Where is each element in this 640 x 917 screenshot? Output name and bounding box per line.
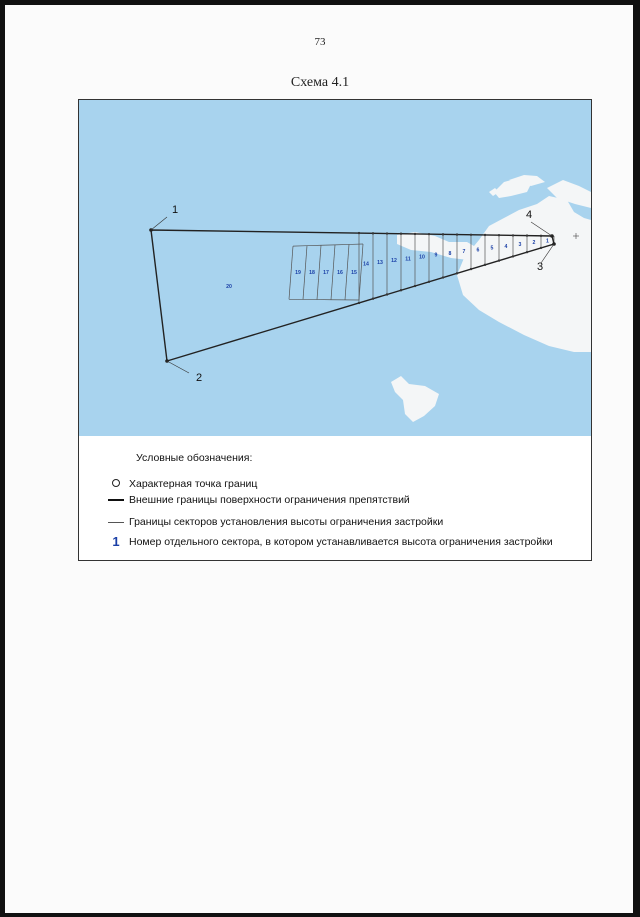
sector-point: [442, 276, 444, 278]
sector-point: [442, 233, 444, 235]
sector-point: [540, 235, 542, 237]
map-panel: [78, 99, 592, 438]
point-label: 1: [172, 204, 179, 216]
sector-point: [540, 247, 542, 249]
sector-point: [428, 233, 430, 235]
legend-item-sector-boundary: [107, 516, 443, 528]
legend-item-outer-boundary: [107, 494, 410, 506]
legend-item-sector-number: [107, 534, 553, 549]
sector-point: [358, 232, 360, 234]
legend-item-text: Номер отдельного сектора, в котором устанавливается высота ограничения застройки: [129, 535, 553, 548]
thin-line-icon: [107, 516, 125, 528]
sector-label: 19: [295, 270, 301, 276]
sector-label: 2: [532, 240, 536, 247]
sector-point: [414, 233, 416, 235]
sector-label: 17: [323, 270, 329, 276]
legend-item-point: [107, 478, 257, 490]
sector-point: [512, 234, 514, 236]
legend-item-text: Границы секторов установления высоты ограничения застройки: [129, 516, 444, 528]
sector-point: [526, 251, 528, 253]
sector-point: [358, 302, 360, 304]
sector-point: [498, 259, 500, 261]
sector-number-symbol: 1: [112, 534, 120, 549]
sector-point: [498, 234, 500, 236]
sector-point: [470, 234, 472, 236]
sector-point: [386, 293, 388, 295]
point-label: 3: [537, 261, 544, 273]
sector-point: [484, 264, 486, 266]
sector-label: 16: [337, 270, 343, 276]
sector-point: [484, 234, 486, 236]
sector-point: [386, 232, 388, 234]
sector-label: 6: [476, 247, 480, 254]
sector-label: 3: [518, 241, 522, 248]
legend-title: Условные обозначения:: [136, 452, 253, 464]
sector-label: 11: [405, 256, 411, 263]
sector-label: 9: [434, 252, 438, 259]
sector-label: 14: [363, 261, 369, 268]
sector-point: [414, 285, 416, 287]
legend-panel: [78, 436, 592, 561]
sector-point: [456, 272, 458, 274]
legend-item-text: Характерная точка границ: [129, 478, 258, 490]
sector-point: [400, 289, 402, 291]
sector-label: 18: [309, 270, 315, 276]
sector-label: 8: [448, 250, 452, 257]
circle-icon: [107, 478, 125, 490]
point-label: 4: [526, 209, 533, 221]
sector-point: [512, 255, 514, 257]
sector-point: [372, 232, 374, 234]
sector-label: 7: [462, 249, 466, 256]
page-number: 73: [314, 36, 326, 48]
map-canvas: [79, 100, 591, 437]
sector-label: 1: [546, 238, 549, 245]
scheme-title: Схема 4.1: [290, 75, 350, 90]
sector-label: 15: [351, 270, 357, 276]
sector-point: [428, 281, 430, 283]
sector-label: 13: [377, 259, 383, 266]
sector-point: [372, 298, 374, 300]
thick-line-icon: [107, 494, 125, 506]
sector-point: [456, 233, 458, 235]
sector-label: 10: [419, 254, 425, 261]
legend-item-text: Внешние границы поверхности ограничения препятствий: [129, 494, 410, 506]
sector-label: 4: [504, 243, 508, 250]
sector-label: 20: [226, 284, 232, 290]
sector-point: [470, 268, 472, 270]
sector-label: 12: [391, 258, 397, 265]
sector-point: [400, 233, 402, 235]
point-label: 2: [196, 372, 203, 384]
sector-label: 5: [490, 245, 494, 252]
sector-point: [526, 234, 528, 236]
